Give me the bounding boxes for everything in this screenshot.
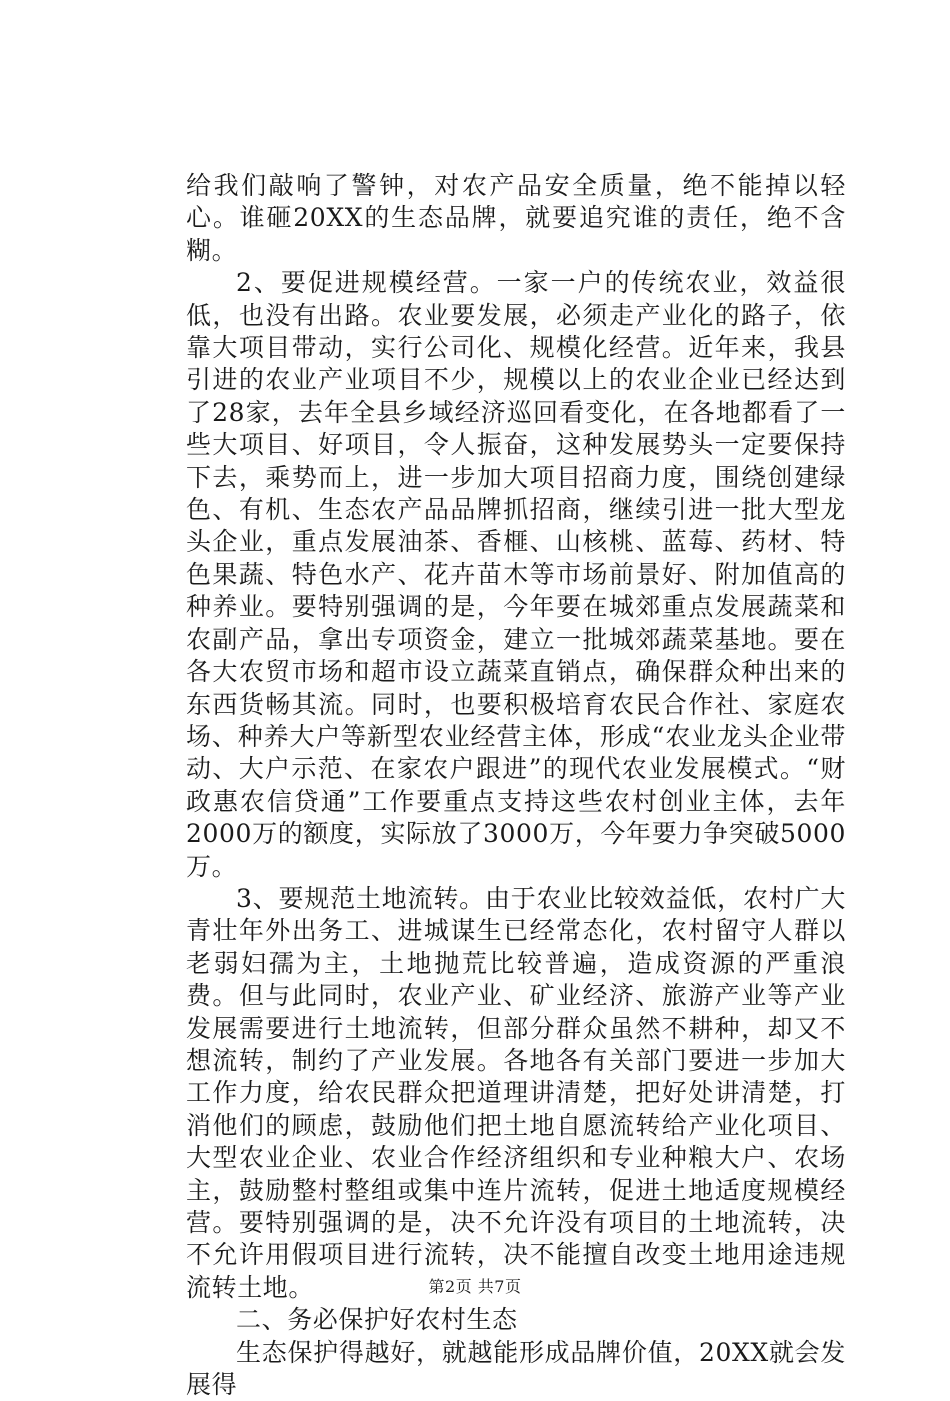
document-body — [186, 170, 846, 1401]
page-number-footer: 第2页 共7页 — [428, 1277, 522, 1296]
paragraph-scale-operation: 2、要促进规模经营。一家一户的传统农业，效益很低，也没有出路。农业要发展，必须走产业化的路子，依靠大项目带动，实行公司化、规模化经营。近年来，我县引进的农业产业项目不少，规模以上的农业企业已经达到了28家，去年全县乡域经济巡回看变化，在各地都看了一些大项目、好项目，令人振奋，这种发展势头一定要保持下去，乘势而上，进一步加大项目招商力度，围绕创建绿色、有机、生态农产品品牌抓招商，继续引进一批大型龙头企业，重点发展油茶、香榧、山核桃、蓝莓、药材、特色果蔬、特色水产、花卉苗木等市场前景好、附加值高的种养业。要特别强调的是，今年要在城郊重点发展蔬菜和农副产品，拿出专项资金，建立一批城郊蔬菜基地。要在各大农贸市场和超市设立蔬菜直销点，确保群众种出来的东西货畅其流。同时，也要积极培育农民合作社、家庭农场、种养大户等新型农业经营主体，形成“农业龙头企业带动、大户示范、在家农户跟进”的现代农业发展模式。“财政惠农信贷通”工作要重点支持这些农村创业主体，去年2000万的额度，实际放了3000万，今年要力争突破5000万。 — [186, 268, 846, 881]
paragraph-continuation: 给我们敲响了警钟，对农产品安全质量，绝不能掉以轻心。谁砸20XX的生态品牌，就要追究谁的责任，绝不含糊。 — [186, 171, 846, 265]
paragraph-land-transfer: 3、要规范土地流转。由于农业比较效益低，农村广大青壮年外出务工、进城谋生已经常态化，农村留守人群以老弱妇孺为主，土地抛荒比较普遍，造成资源的严重浪费。但与此同时，农业产业、矿业经济、旅游产业等产业发展需要进行土地流转，但部分群众虽然不耕种，却又不想流转，制约了产业发展。各地各有关部门要进一步加大工作力度，给农民群众把道理讲清楚，把好处讲清楚，打消他们的顾虑，鼓励他们把土地自愿流转给产业化项目、大型农业企业、农业合作经济组织和专业种粮大户、农场主，鼓励整村整组或集中连片流转，促进土地适度规模经营。要特别强调的是，决不允许没有项目的土地流转，决不允许用假项目进行流转，决不能擅自改变土地用途违规流转土地。 — [186, 883, 846, 1302]
paragraph-ecology-intro: 生态保护得越好，就越能形成品牌价值，20XX就会发展得 — [186, 1337, 846, 1400]
section-heading-ecology: 二、务必保护好农村生态 — [236, 1305, 518, 1335]
